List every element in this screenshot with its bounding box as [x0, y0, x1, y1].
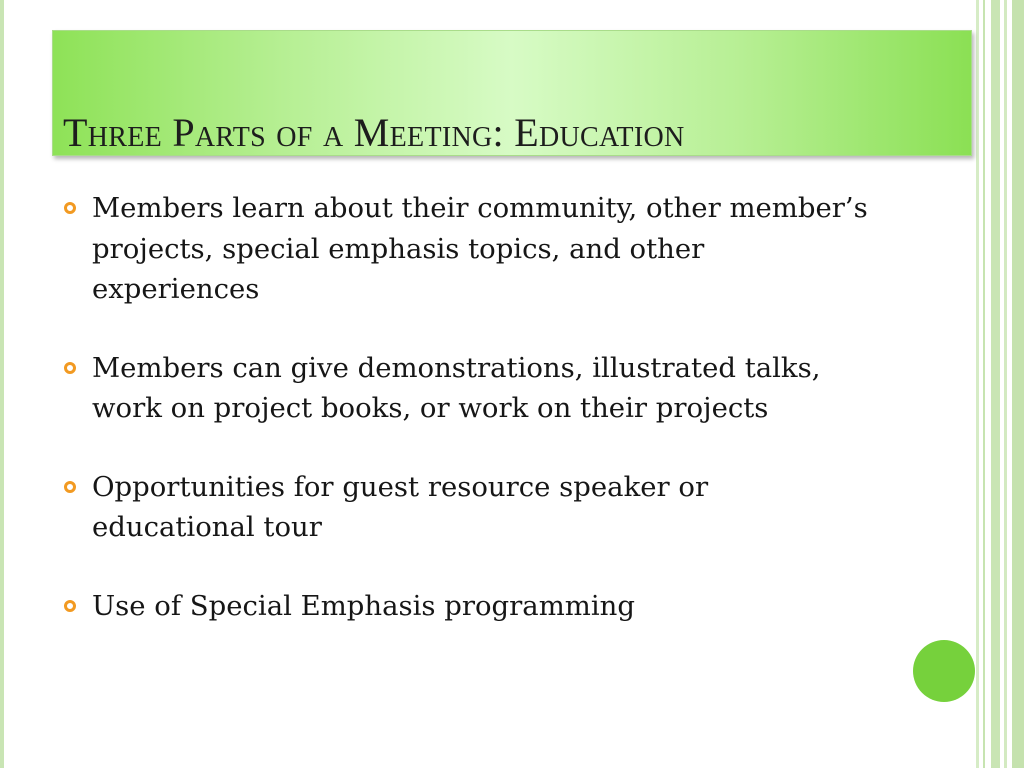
bullet-item — [64, 188, 874, 310]
border-stripe — [976, 0, 979, 768]
bullet-text: Members can give demonstrations, illustrated talks, work on project books, or work on their projects — [92, 351, 821, 424]
border-stripe — [1012, 0, 1024, 768]
border-stripe — [983, 0, 985, 768]
bullet-ring-icon — [64, 600, 76, 612]
left-border-stripe — [0, 0, 4, 768]
bullet-ring-icon — [64, 202, 76, 214]
bullet-list — [64, 188, 874, 626]
bullet-ring-icon — [64, 362, 76, 374]
decorative-circle — [913, 640, 975, 702]
bullet-item — [64, 586, 874, 627]
title-banner — [52, 30, 972, 156]
bullet-text: Members learn about their community, other member’s projects, special emphasis topics, and other experiences — [92, 192, 868, 305]
bullet-text: Use of Special Emphasis programming — [92, 589, 635, 622]
border-stripe — [1004, 0, 1007, 768]
bullet-item — [64, 467, 874, 548]
bullet-ring-icon — [64, 481, 76, 493]
bullet-text: Opportunities for guest resource speaker or educational tour — [92, 470, 709, 543]
slide-title: Three Parts of a Meeting: Education — [63, 110, 685, 155]
right-border-stripes — [976, 0, 1024, 768]
bullet-item — [64, 348, 874, 429]
border-stripe — [991, 0, 1000, 768]
